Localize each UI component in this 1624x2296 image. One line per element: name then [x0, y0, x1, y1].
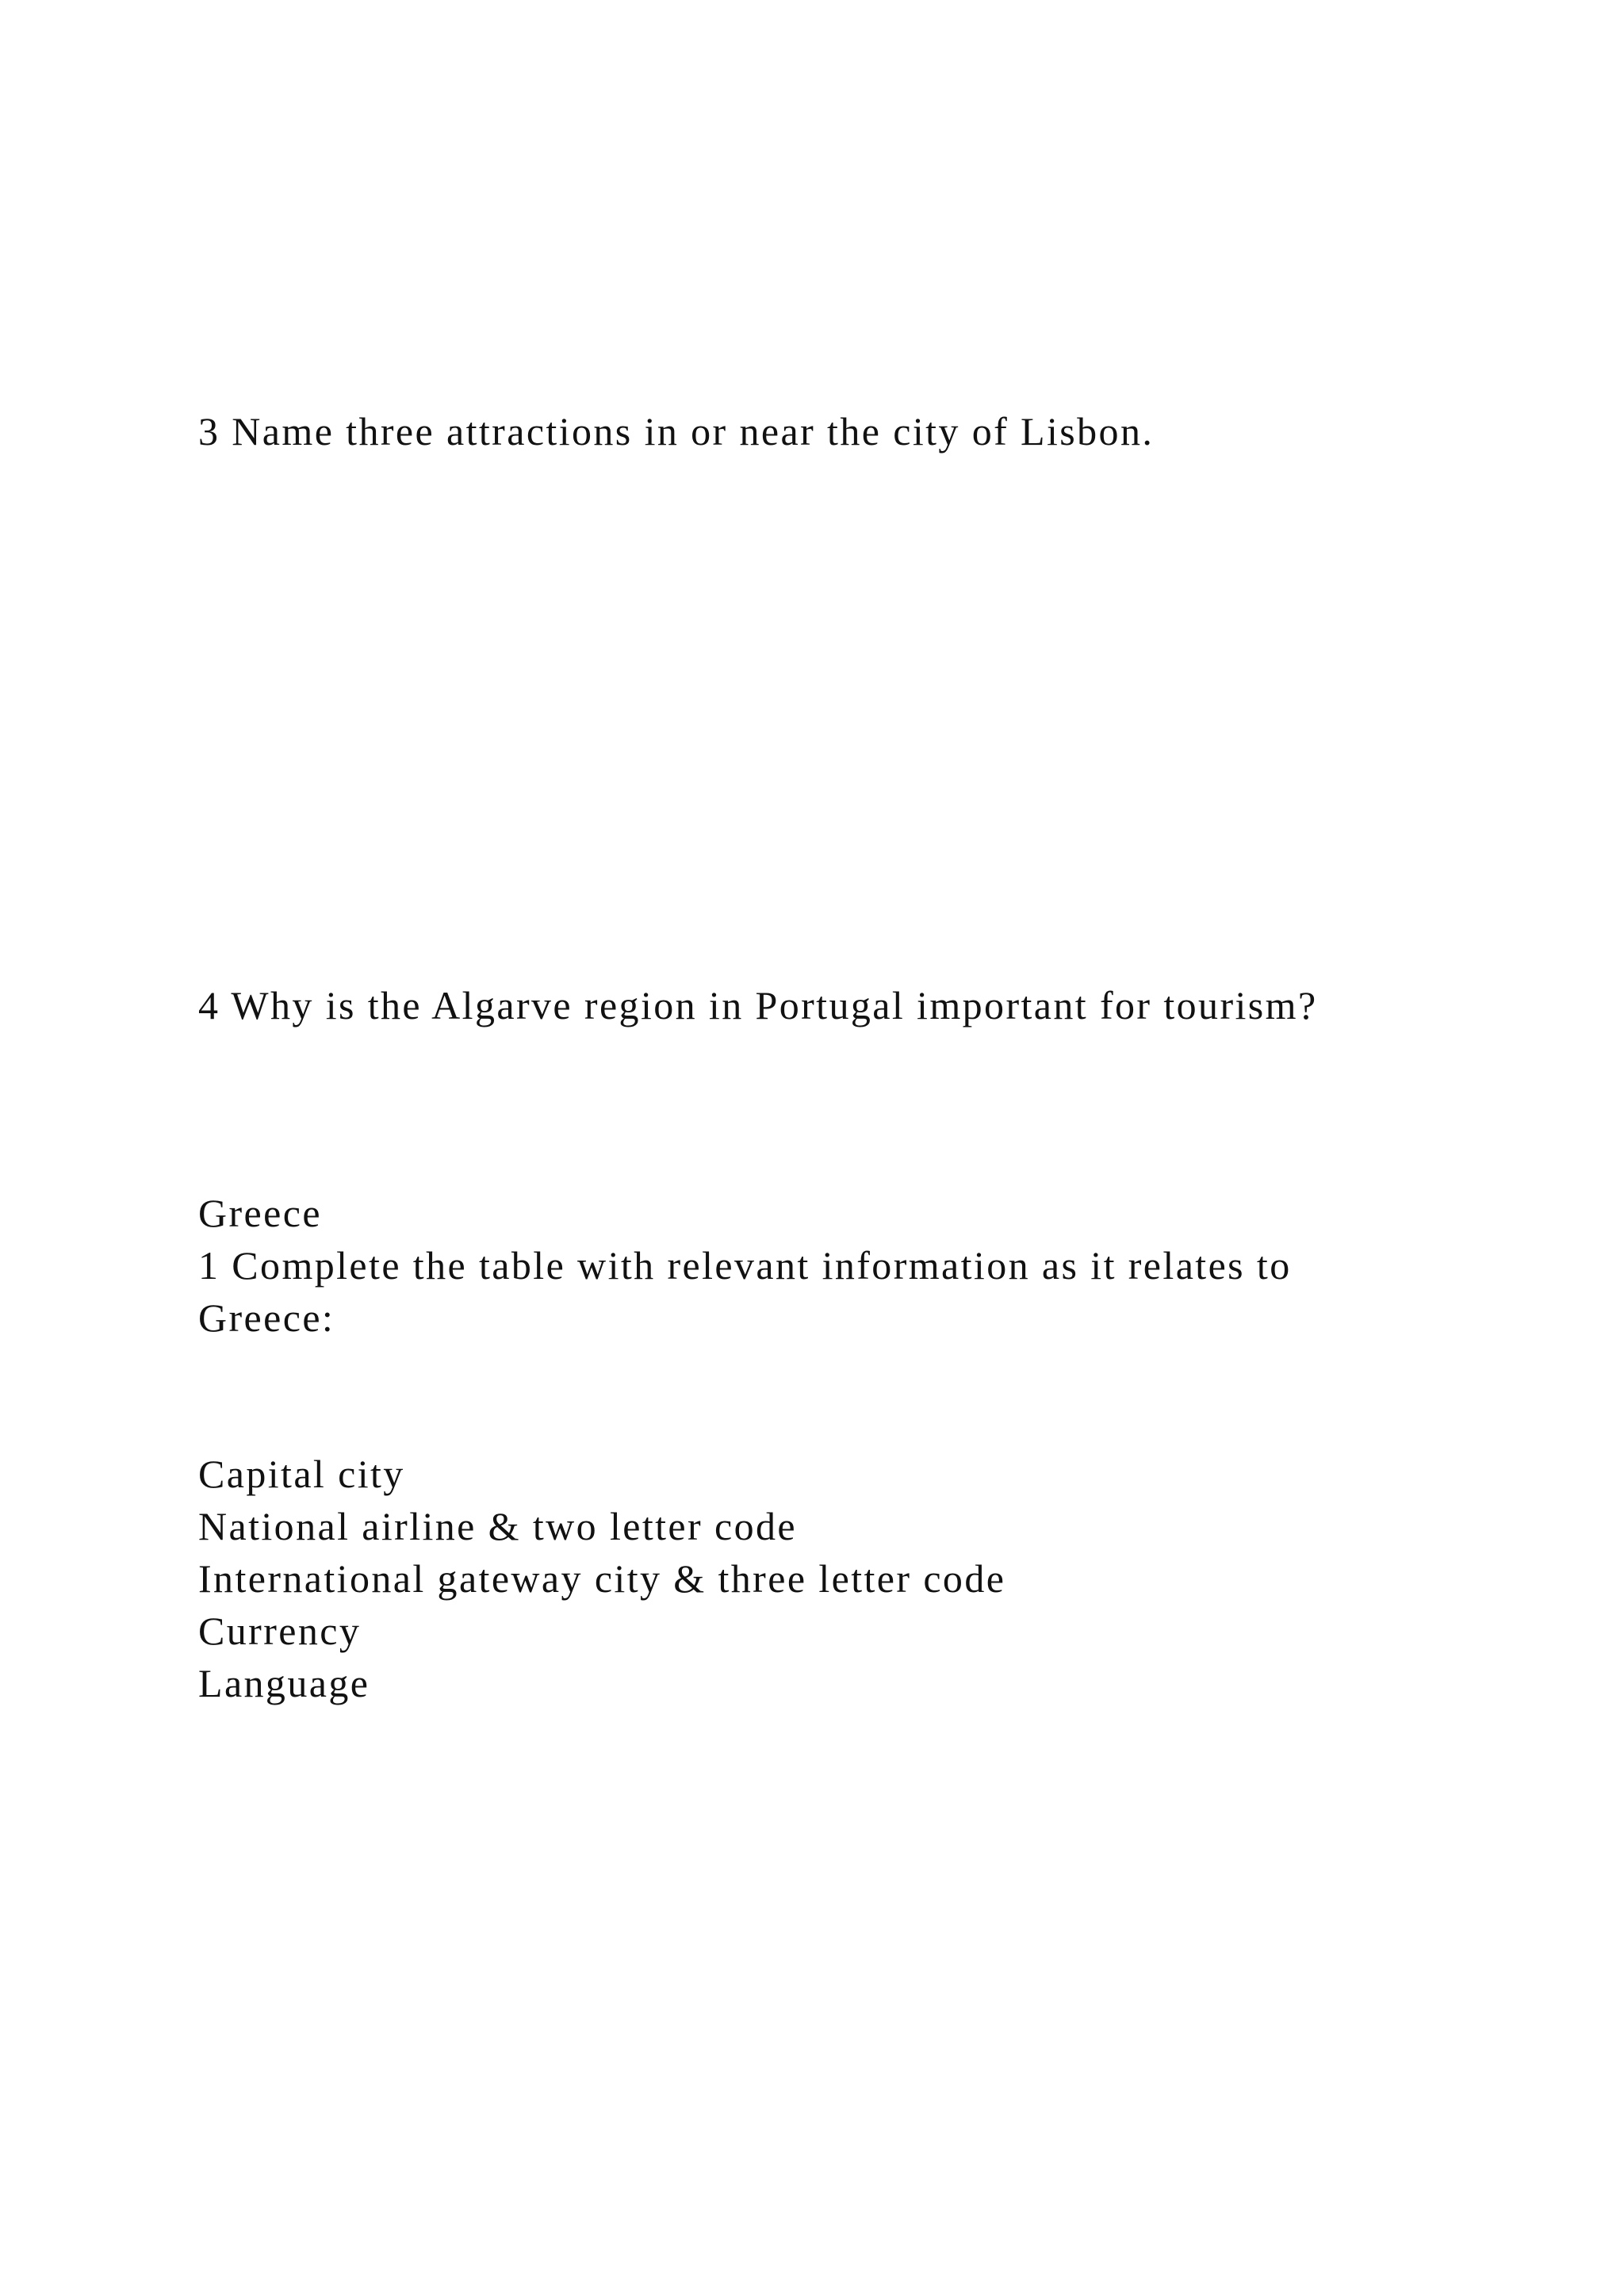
question-1-instruction-continued: Greece: — [198, 1295, 335, 1340]
question-3: 3 Name three attractions in or near the city of Lisbon. — [198, 409, 1155, 453]
table-row-currency: Currency — [198, 1609, 362, 1653]
question-4: 4 Why is the Algarve region in Portugal important for tourism? — [198, 983, 1318, 1027]
table-row-language: Language — [198, 1661, 370, 1705]
table-row-capital-city: Capital city — [198, 1452, 405, 1496]
table-row-gateway-city: International gateway city & three letter code — [198, 1556, 1006, 1601]
question-1-instruction: 1 Complete the table with relevant information as it relates to — [198, 1243, 1292, 1288]
section-heading-greece: Greece — [198, 1191, 322, 1235]
table-row-national-airline: National airline & two letter code — [198, 1504, 797, 1548]
